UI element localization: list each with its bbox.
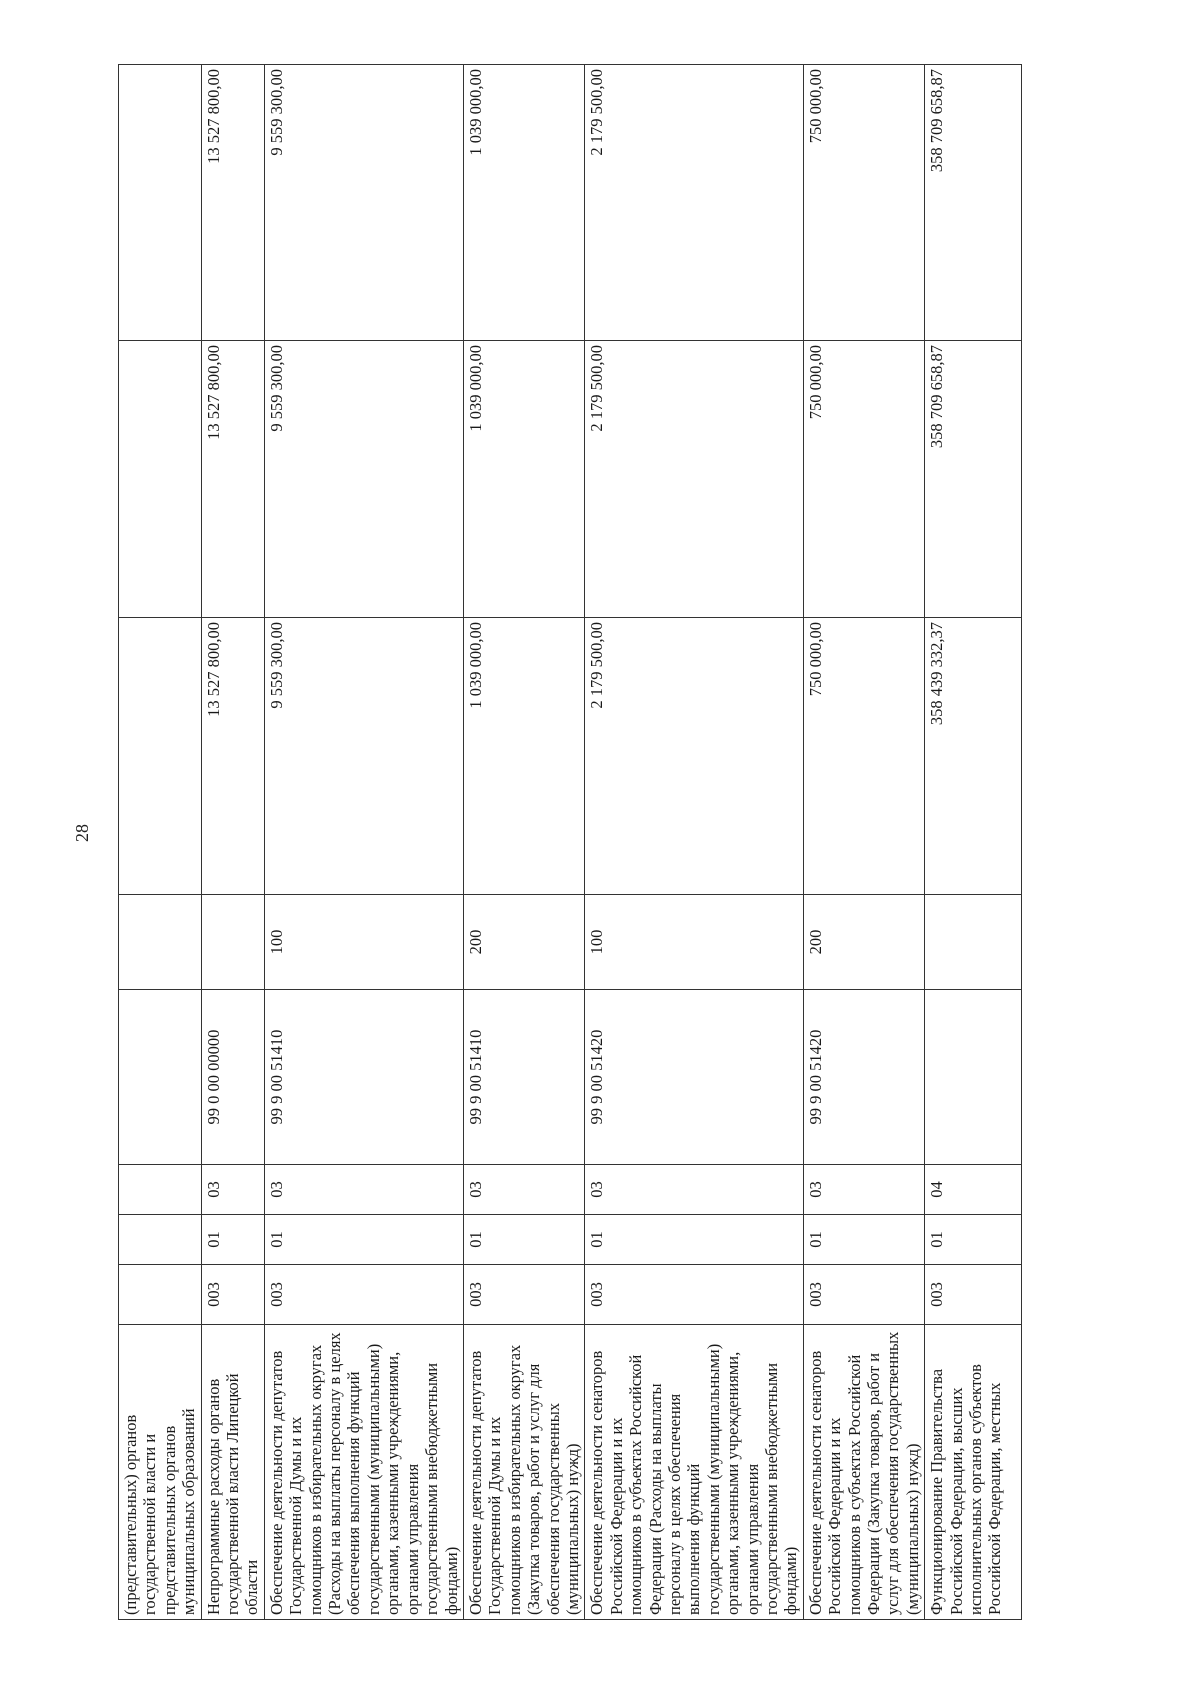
rz-cell: 01 [264, 1215, 463, 1265]
row-name-cell: Непрограммные расходы органов государственной власти Липецкой области [201, 1325, 264, 1620]
vr-cell: 100 [585, 895, 803, 990]
sum-year1-cell: 750 000,00 [803, 618, 924, 895]
rz-cell: 01 [585, 1215, 803, 1265]
sum-year2-cell: 9 559 300,00 [264, 341, 463, 618]
sum-year2-cell: 1 039 000,00 [463, 341, 584, 618]
row-name-cell: (представительных) органов государственной власти и представительных органов муниципальных образований [119, 1325, 202, 1620]
sum-year3-cell [119, 65, 202, 341]
csr-cell: 99 9 00 51410 [463, 990, 584, 1165]
sum-year2-cell: 750 000,00 [803, 341, 924, 618]
pr-cell: 03 [201, 1165, 264, 1215]
pr-cell [119, 1165, 202, 1215]
table-row [201, 65, 264, 1620]
rz-cell [119, 1215, 202, 1265]
ved-cell: 003 [803, 1265, 924, 1325]
vr-cell: 200 [803, 895, 924, 990]
table-row [463, 65, 584, 1620]
rz-cell: 01 [201, 1215, 264, 1265]
sum-year3-cell: 2 179 500,00 [585, 65, 803, 341]
sum-year3-cell: 750 000,00 [803, 65, 924, 341]
sum-year3-cell: 13 527 800,00 [201, 65, 264, 341]
table-row [264, 65, 463, 1620]
row-name-cell: Обеспечение деятельности сенаторов Российской Федерации и их помощников в субъектах Российской Федерации (Расходы на выплаты персоналу в целях обеспечения выполнения функций государственными (муниципальными) органами, казенными учреждениями, органами управления государственными внебюджетными фондами) [585, 1325, 803, 1620]
table-row [119, 65, 202, 1620]
row-name-cell: Функционирование Правительства Российской Федерации, высших исполнительных органов субъектов Российской Федерации, местных [925, 1325, 1022, 1620]
rz-cell: 01 [925, 1215, 1022, 1265]
ved-cell: 003 [463, 1265, 584, 1325]
sum-year1-cell: 358 439 332,37 [925, 618, 1022, 895]
sum-year3-cell: 9 559 300,00 [264, 65, 463, 341]
csr-cell [925, 990, 1022, 1165]
sum-year1-cell [119, 618, 202, 895]
budget-table [118, 64, 1022, 1620]
vr-cell: 100 [264, 895, 463, 990]
sum-year2-cell [119, 341, 202, 618]
table-row [925, 65, 1022, 1620]
table-row [803, 65, 924, 1620]
ved-cell: 003 [585, 1265, 803, 1325]
ved-cell: 003 [925, 1265, 1022, 1325]
pr-cell: 03 [585, 1165, 803, 1215]
sum-year1-cell: 9 559 300,00 [264, 618, 463, 895]
vr-cell [201, 895, 264, 990]
csr-cell [119, 990, 202, 1165]
vr-cell [119, 895, 202, 990]
rz-cell: 01 [803, 1215, 924, 1265]
vr-cell: 200 [463, 895, 584, 990]
csr-cell: 99 9 00 51420 [803, 990, 924, 1165]
rz-cell: 01 [463, 1215, 584, 1265]
rotated-page-content [118, 65, 1022, 1620]
vr-cell [925, 895, 1022, 990]
ved-cell: 003 [201, 1265, 264, 1325]
sum-year3-cell: 1 039 000,00 [463, 65, 584, 341]
csr-cell: 99 0 00 00000 [201, 990, 264, 1165]
ved-cell [119, 1265, 202, 1325]
sum-year1-cell: 2 179 500,00 [585, 618, 803, 895]
pr-cell: 03 [803, 1165, 924, 1215]
page-number: 28 [72, 824, 92, 842]
sum-year2-cell: 358 709 658,87 [925, 341, 1022, 618]
pr-cell: 03 [264, 1165, 463, 1215]
pr-cell: 03 [463, 1165, 584, 1215]
row-name-cell: Обеспечение деятельности депутатов Государственной Думы и их помощников в избирательных округах (Закупка товаров, работ и услуг для обеспечения государственных (муниципальных) нужд) [463, 1325, 584, 1620]
table-row [585, 65, 803, 1620]
sum-year2-cell: 13 527 800,00 [201, 341, 264, 618]
row-name-cell: Обеспечение деятельности сенаторов Российской Федерации и их помощников в субъектах Российской Федерации (Закупка товаров, работ и услуг для обеспечения государственных (муниципальных) нужд) [803, 1325, 924, 1620]
ved-cell: 003 [264, 1265, 463, 1325]
pr-cell: 04 [925, 1165, 1022, 1215]
sum-year3-cell: 358 709 658,87 [925, 65, 1022, 341]
csr-cell: 99 9 00 51410 [264, 990, 463, 1165]
sum-year1-cell: 13 527 800,00 [201, 618, 264, 895]
row-name-cell: Обеспечение деятельности депутатов Государственной Думы и их помощников в избирательных округах (Расходы на выплаты персоналу в целях обеспечения выполнения функций государственными (муниципальными) органами, казенными учреждениями, органами управления государственными внебюджетными фондами) [264, 1325, 463, 1620]
csr-cell: 99 9 00 51420 [585, 990, 803, 1165]
sum-year2-cell: 2 179 500,00 [585, 341, 803, 618]
sum-year1-cell: 1 039 000,00 [463, 618, 584, 895]
